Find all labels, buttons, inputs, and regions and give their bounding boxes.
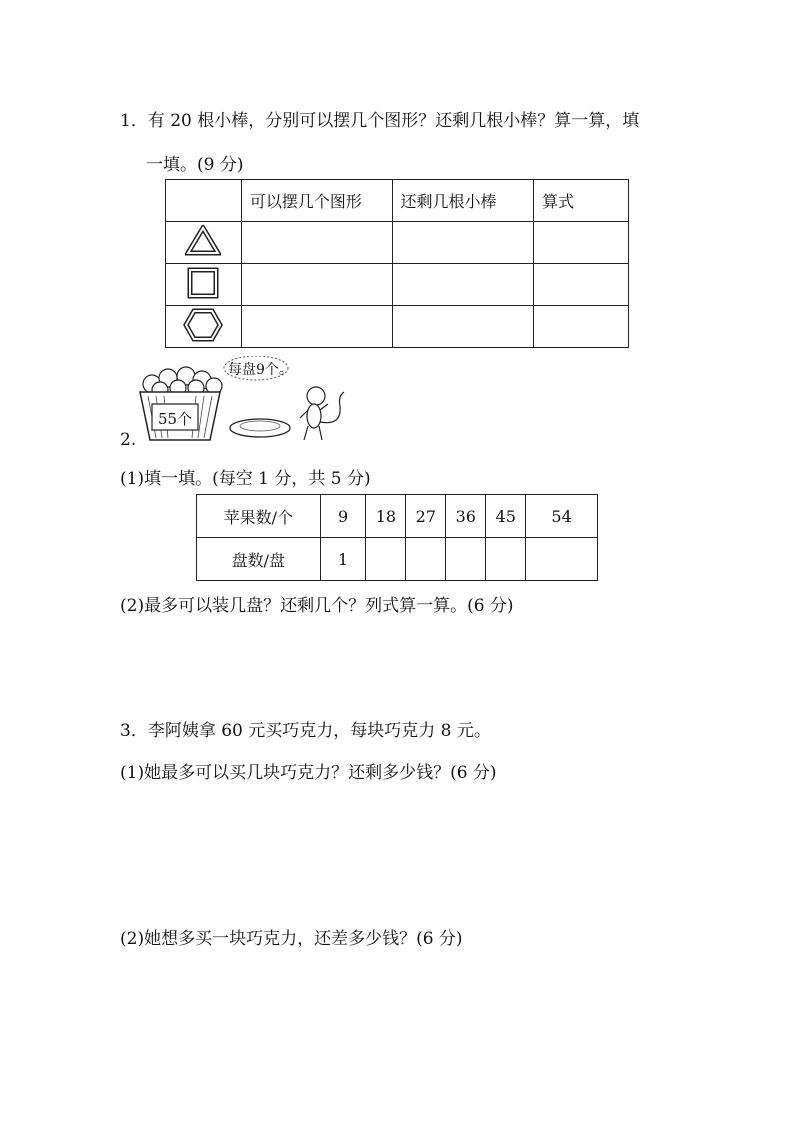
answer-cell[interactable]: [392, 264, 534, 306]
q2-number: 2.: [120, 430, 137, 450]
hexagon-sticks-icon: [166, 306, 242, 348]
answer-cell[interactable]: [241, 264, 392, 306]
plate-count-cell: 1: [320, 538, 366, 581]
q1-text-line1: 1．有 20 根小棒，分别可以摆几个图形？还剩几根小棒？算一算，填: [120, 111, 640, 131]
apple-count-cell: 54: [526, 495, 598, 538]
answer-cell[interactable]: [241, 222, 392, 264]
header-shapes-count: 可以摆几个图形: [241, 180, 392, 222]
answer-cell[interactable]: [534, 264, 629, 306]
apple-count-cell: 27: [406, 495, 446, 538]
plate-answer-cell[interactable]: [406, 538, 446, 581]
square-sticks-icon: [166, 264, 242, 306]
table-row: [197, 495, 598, 538]
table-row: [166, 222, 629, 264]
row-label-apples: 苹果数/个: [197, 495, 321, 538]
basket-label: 55个: [158, 410, 193, 428]
q2-sub1-text: (1)填一填。(每空 1 分，共 5 分): [120, 469, 371, 489]
header-empty-cell: [166, 180, 242, 222]
table-row: [197, 538, 598, 581]
header-formula: 算式: [534, 180, 629, 222]
table-row: [166, 264, 629, 306]
answer-cell[interactable]: [392, 222, 534, 264]
plate-answer-cell[interactable]: [486, 538, 526, 581]
answer-cell[interactable]: [534, 222, 629, 264]
answer-cell[interactable]: [534, 306, 629, 348]
apple-count-cell: 9: [320, 495, 366, 538]
plate-answer-cell[interactable]: [366, 538, 406, 581]
apple-count-cell: 45: [486, 495, 526, 538]
speech-bubble-text: 每盘9个。: [228, 362, 293, 378]
plate-answer-cell[interactable]: [526, 538, 598, 581]
q1-table: [165, 179, 629, 348]
answer-cell[interactable]: [241, 306, 392, 348]
q2-sub2-text: (2)最多可以装几盘？还剩几个？列式算一算。(6 分): [120, 596, 514, 616]
q3-sub2-text: (2)她想多买一块巧克力，还差多少钱？(6 分): [120, 929, 463, 949]
q2-table: [196, 494, 598, 581]
plate-answer-cell[interactable]: [446, 538, 486, 581]
table-header-row: [166, 180, 629, 222]
triangle-sticks-icon: [166, 222, 242, 264]
q3-sub1-text: (1)她最多可以买几块巧克力？还剩多少钱？(6 分): [120, 763, 497, 783]
table-row: [166, 306, 629, 348]
apple-count-cell: 18: [366, 495, 406, 538]
row-label-plates: 盘数/盘: [197, 538, 321, 581]
header-sticks-left: 还剩几根小棒: [392, 180, 534, 222]
apple-count-cell: 36: [446, 495, 486, 538]
q1-text-line2: 一填。(9 分): [146, 155, 244, 175]
answer-cell[interactable]: [392, 306, 534, 348]
q3-text-line1: 3．李阿姨拿 60 元买巧克力，每块巧克力 8 元。: [120, 721, 491, 741]
